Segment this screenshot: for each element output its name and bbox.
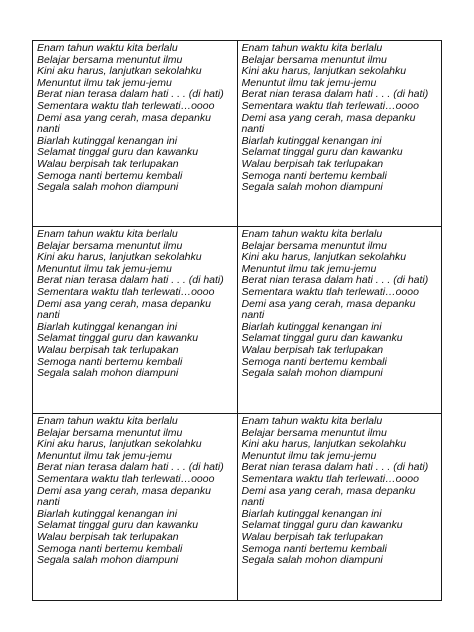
poem-line: Semoga nanti bertemu kembali [241,542,387,555]
poem-text [33,414,237,567]
poem-line: Enam tahun waktu kita berlalu [37,415,178,427]
poem-line: Menuntut ilmu tak jemu-jemu [241,76,377,89]
poem-line: Biarlah kutinggal kenangan ini [241,134,382,147]
poem-card [237,227,442,414]
poem-line: Sementara waktu tlah terlewati…oooo [37,99,215,112]
poem-line: Menuntut ilmu tak jemu-jemu [37,76,172,89]
poem-line: Berat nian terasa dalam hati . . . (di hati) [241,88,429,101]
poem-line: Menuntut ilmu tak jemu-jemu [241,449,377,462]
poem-line: Belajar bersama menuntut ilmu [241,53,387,66]
poem-line: Belajar bersama menuntut ilmu [37,426,183,439]
poem-line: Selamat tinggal guru dan kawanku [37,146,199,159]
poem-line: Walau berpisah tak terlupakan [241,157,384,170]
poem-line: Demi asa yang cerah, masa depanku nanti [241,111,416,136]
poem-line: Kini aku harus, lanjutkan sekolahku [241,65,407,78]
poem-line: Kini aku harus, lanjutkan sekolahku [37,251,202,264]
poem-line: Selamat tinggal guru dan kawanku [241,519,403,532]
poem-line: Semoga nanti bertemu kembali [241,169,387,182]
poem-text [33,227,237,380]
poem-line: Demi asa yang cerah, masa depanku nanti [37,484,211,509]
poem-card [237,41,442,227]
poem-line: Berat nian terasa dalam hati . . . (di hati) [37,274,224,287]
poem-line: Menuntut ilmu tak jemu-jemu [37,449,172,462]
poem-line: Enam tahun waktu kita berlalu [37,228,178,240]
poem-line: Semoga nanti bertemu kembali [241,355,387,368]
poem-line: Segala salah mohon diampuni [37,367,179,380]
poem-line: Enam tahun waktu kita berlalu [241,42,383,54]
poem-line: Segala salah mohon diampuni [241,181,383,194]
poem-line: Selamat tinggal guru dan kawanku [37,332,199,345]
poem-line: Berat nian terasa dalam hati . . . (di hati) [37,461,224,474]
poem-line: Selamat tinggal guru dan kawanku [241,332,403,345]
poem-line: Semoga nanti bertemu kembali [37,169,183,182]
card-row-1 [33,41,442,227]
poem-card [237,414,442,601]
poem-line: Segala salah mohon diampuni [241,367,383,380]
poem-line: Sementara waktu tlah terlewati…oooo [241,99,419,112]
poem-line: Walau berpisah tak terlupakan [37,530,179,543]
poem-text [33,41,237,194]
poem-line: Belajar bersama menuntut ilmu [37,239,183,252]
poem-line: Walau berpisah tak terlupakan [37,343,179,356]
poem-line: Sementara waktu tlah terlewati…oooo [37,285,215,298]
poem-line: Sementara waktu tlah terlewati…oooo [37,472,215,485]
poem-line: Selamat tinggal guru dan kawanku [241,146,403,159]
poem-line: Berat nian terasa dalam hati . . . (di hati) [241,461,429,474]
poem-line: Walau berpisah tak terlupakan [37,157,179,170]
poem-line: Biarlah kutinggal kenangan ini [37,134,178,147]
poem-line: Menuntut ilmu tak jemu-jemu [37,262,172,275]
poem-line: Biarlah kutinggal kenangan ini [241,320,382,333]
poem-line: Berat nian terasa dalam hati . . . (di hati) [241,274,429,287]
poem-line: Segala salah mohon diampuni [37,554,179,567]
poem-line: Selamat tinggal guru dan kawanku [37,519,199,532]
poem-line: Enam tahun waktu kita berlalu [241,228,383,240]
poem-line: Enam tahun waktu kita berlalu [37,42,178,54]
poem-line: Kini aku harus, lanjutkan sekolahku [241,438,407,451]
poem-card [33,414,238,601]
poem-text [238,41,442,194]
poem-line: Biarlah kutinggal kenangan ini [241,507,382,520]
poem-card [33,41,238,227]
poem-line: Menuntut ilmu tak jemu-jemu [241,262,377,275]
poem-line: Semoga nanti bertemu kembali [37,542,183,555]
poem-line: Segala salah mohon diampuni [241,554,383,567]
poem-line: Demi asa yang cerah, masa depanku nanti [241,484,416,509]
poem-line: Berat nian terasa dalam hati . . . (di hati) [37,88,224,101]
poem-line: Kini aku harus, lanjutkan sekolahku [37,438,202,451]
poem-text [238,227,442,380]
poem-card-grid [32,40,442,601]
poem-line: Semoga nanti bertemu kembali [37,355,183,368]
poem-line: Belajar bersama menuntut ilmu [37,53,183,66]
card-row-3 [33,414,442,601]
poem-line: Belajar bersama menuntut ilmu [241,239,387,252]
poem-line: Demi asa yang cerah, masa depanku nanti [37,297,211,322]
poem-line: Sementara waktu tlah terlewati…oooo [241,472,419,485]
poem-card [33,227,238,414]
poem-line: Demi asa yang cerah, masa depanku nanti [241,297,416,322]
poem-text [238,414,442,567]
poem-line: Kini aku harus, lanjutkan sekolahku [241,251,407,264]
poem-line: Biarlah kutinggal kenangan ini [37,507,178,520]
poem-line: Enam tahun waktu kita berlalu [241,415,383,427]
card-row-2 [33,227,442,414]
poem-line: Belajar bersama menuntut ilmu [241,426,387,439]
poem-line: Segala salah mohon diampuni [37,181,179,194]
poem-line: Demi asa yang cerah, masa depanku nanti [37,111,211,136]
poem-line: Walau berpisah tak terlupakan [241,530,384,543]
poem-line: Sementara waktu tlah terlewati…oooo [241,285,419,298]
poem-line: Walau berpisah tak terlupakan [241,343,384,356]
poem-line: Biarlah kutinggal kenangan ini [37,320,178,333]
poem-line: Kini aku harus, lanjutkan sekolahku [37,65,202,78]
